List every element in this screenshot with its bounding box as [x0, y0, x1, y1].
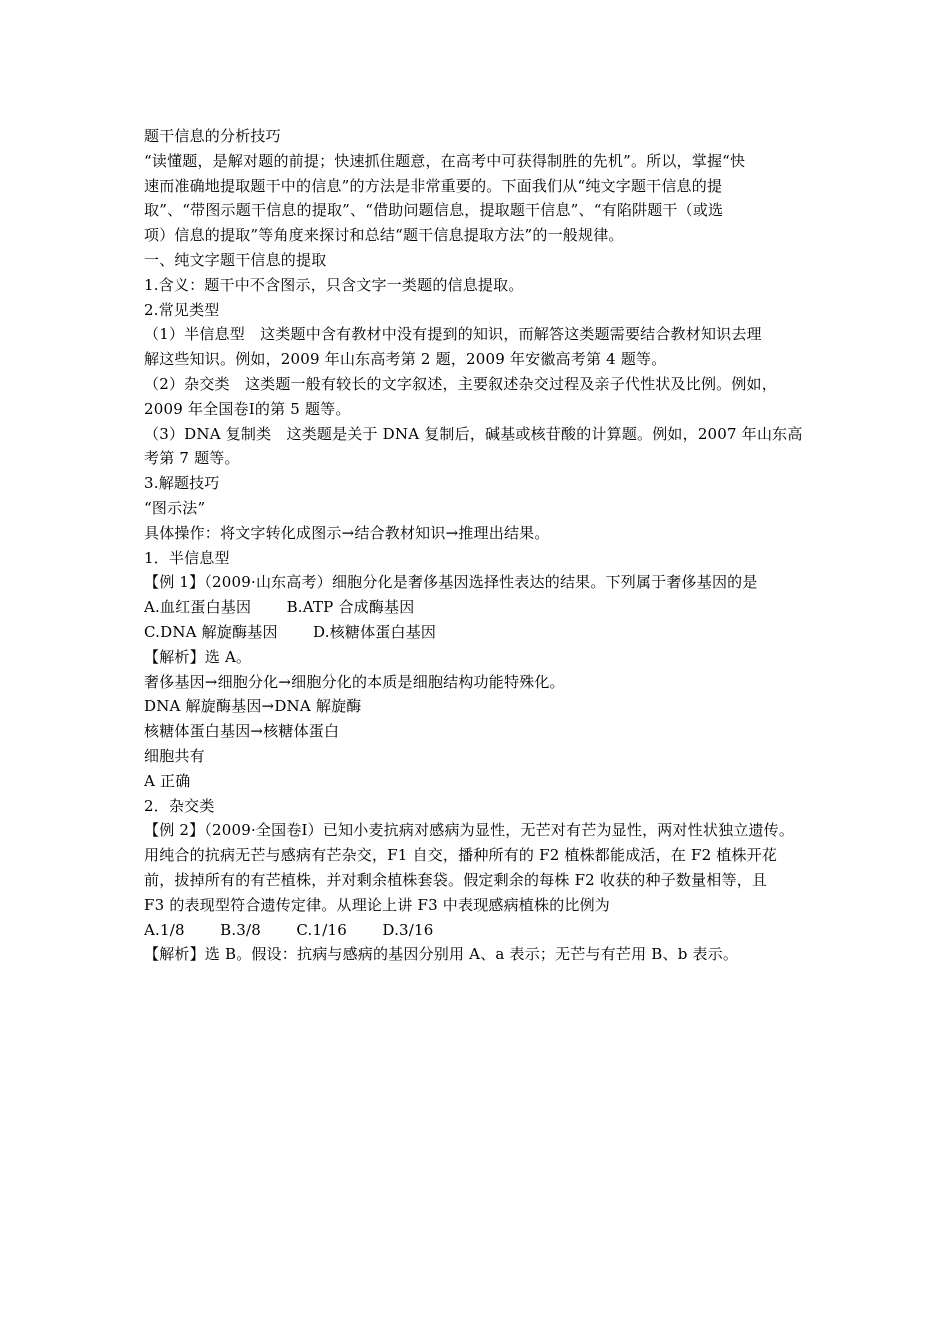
- type3-paragraph: [144, 422, 824, 472]
- example1-analysis-line: A 正确: [144, 771, 191, 790]
- sub2-heading: 2．杂交类: [144, 796, 215, 815]
- type2-paragraph: [144, 372, 824, 422]
- document-title: 题干信息的分析技巧: [144, 127, 281, 145]
- example2-options: A.1/8 B.3/8 C.1/16 D.3/16: [144, 920, 434, 939]
- example1-answer: 【解析】选 A。: [144, 647, 252, 666]
- example2-line: 用纯合的抗病无芒与感病有芒杂交，F1 自交，播种所有的 F2 植株都能成活，在 F2 植株开花: [144, 846, 778, 865]
- type2-line: 2009 年全国卷Ⅰ的第 5 题等。: [144, 399, 351, 418]
- method-steps: 具体操作：将文字转化成图示→结合教材知识→推理出结果。: [144, 523, 550, 542]
- example1-options-row: A.血红蛋白基因 B.ATP 合成酶基因: [144, 598, 415, 617]
- example2-line: 前，拔掉所有的有芒植株，并对剩余植株套袋。假定剩余的每株 F2 收获的种子数量相等，且: [144, 870, 768, 889]
- type1-line: 解这些知识。例如，2009 年山东高考第 2 题，2009 年安徽高考第 4 题等。: [144, 350, 667, 369]
- example1-analysis-line: DNA 解旋酶基因→DNA 解旋酶: [144, 697, 362, 716]
- type2-line: （2）杂交类 这类题一般有较长的文字叙述，主要叙述杂交过程及亲子代性状及比例。例如，: [144, 374, 777, 393]
- skills-heading: 3.解题技巧: [144, 474, 220, 493]
- sub1-heading: 1．半信息型: [144, 548, 230, 567]
- type3-line: （3）DNA 复制类 这类题是关于 DNA 复制后，碱基或核苷酸的计算题。例如，2007 年山东高: [144, 424, 803, 443]
- example2-line: 【例 2】（2009·全国卷Ⅰ）已知小麦抗病对感病为显性，无芒对有芒为显性，两对性状独立遗传。: [144, 821, 795, 840]
- intro-line: 取”、“带图示题干信息的提取”、“借助问题信息，提取题干信息”、“有陷阱题干（或选: [144, 201, 724, 220]
- section1-heading: 一、纯文字题干信息的提取: [144, 250, 327, 269]
- type1-line: （1）半信息型 这类题中含有教材中没有提到的知识，而解答这类题需要结合教材知识去理: [144, 325, 762, 344]
- example2-line: F3 的表现型符合遗传定律。从理论上讲 F3 中表现感病植株的比例为: [144, 895, 611, 914]
- meaning-line: 1.含义：题干中不含图示，只含文字一类题的信息提取。: [144, 275, 524, 294]
- intro-line: “读懂题，是解对题的前提；快速抓住题意，在高考中可获得制胜的先机”。所以，掌握“快: [144, 151, 746, 170]
- type3-line: 考第 7 题等。: [144, 449, 240, 468]
- example1-analysis-line: 细胞共有: [144, 746, 205, 765]
- example1-analysis-line: 核糖体蛋白基因→核糖体蛋白: [144, 722, 340, 741]
- intro-line: 速而准确地提取题干中的信息”的方法是非常重要的。下面我们从“纯文字题干信息的提: [144, 176, 723, 195]
- example1-question: 【例 1】（2009·山东高考）细胞分化是奢侈基因选择性表达的结果。下列属于奢侈基因的是: [144, 573, 758, 592]
- intro-paragraph: [144, 149, 824, 248]
- example2-answer: 【解析】选 B。假设：抗病与感病的基因分别用 A、a 表示；无芒与有芒用 B、b 表示。: [144, 945, 739, 964]
- intro-line: 项）信息的提取”等角度来探讨和总结“题干信息提取方法”的一般规律。: [144, 226, 624, 245]
- example1-analysis-line: 奢侈基因→细胞分化→细胞分化的本质是细胞结构功能特殊化。: [144, 672, 565, 691]
- type1-paragraph: [144, 322, 824, 372]
- types-heading: 2.常见类型: [144, 300, 220, 319]
- example1-options-row: C.DNA 解旋酶基因 D.核糖体蛋白基因: [144, 622, 437, 641]
- document-body: [144, 124, 824, 967]
- method-name: “图示法”: [144, 498, 206, 517]
- example2-question: [144, 818, 824, 917]
